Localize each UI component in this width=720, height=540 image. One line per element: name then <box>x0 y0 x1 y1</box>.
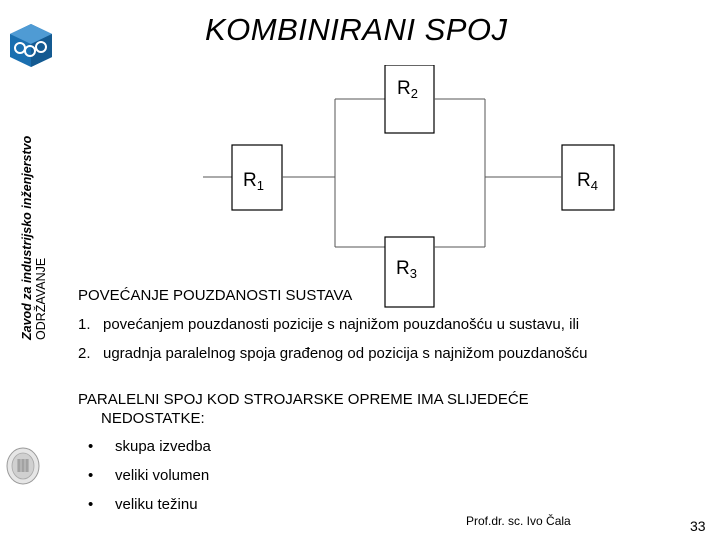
institute-logo <box>8 22 54 68</box>
page-number: 33 <box>690 518 706 534</box>
list-item: • veliku težinu <box>88 496 198 513</box>
sidebar-department: Zavod za industrijsko inženjerstvo <box>20 135 34 340</box>
list-item: 1. povećanjem pouzdanosti pozicije s najnižom pouzdanošću u sustavu, ili <box>78 316 580 333</box>
list-item: 2. ugradnja paralelnog spoja građenog od pozicija s najnižom pouzdanošću <box>78 345 588 362</box>
list-item: • skupa izvedba <box>88 438 211 455</box>
parallel-drawbacks-paragraph: PARALELNI SPOJ KOD STROJARSKE OPREME IMA SLIJEDEĆE NEDOSTATKE: <box>78 391 529 427</box>
university-seal-icon <box>5 446 41 486</box>
slide-title: KOMBINIRANI SPOJ <box>205 12 508 47</box>
list-item: • veliki volumen <box>88 467 210 484</box>
resistor-r1-label: $R_1$ <box>243 170 264 193</box>
resistor-r3-label: $R_3$ <box>396 258 417 281</box>
sidebar-vertical-text <box>20 136 48 340</box>
resistor-r4-label: $R_4$ <box>577 170 598 193</box>
reliability-heading: POVEĆANJE POUZDANOSTI SUSTAVA <box>78 287 353 304</box>
author-credit: Prof.dr. sc. Ivo Čala <box>466 514 571 528</box>
sidebar-section: ODRŽAVANJE <box>34 257 48 340</box>
resistor-r2-label: $R_2$ <box>397 78 418 101</box>
